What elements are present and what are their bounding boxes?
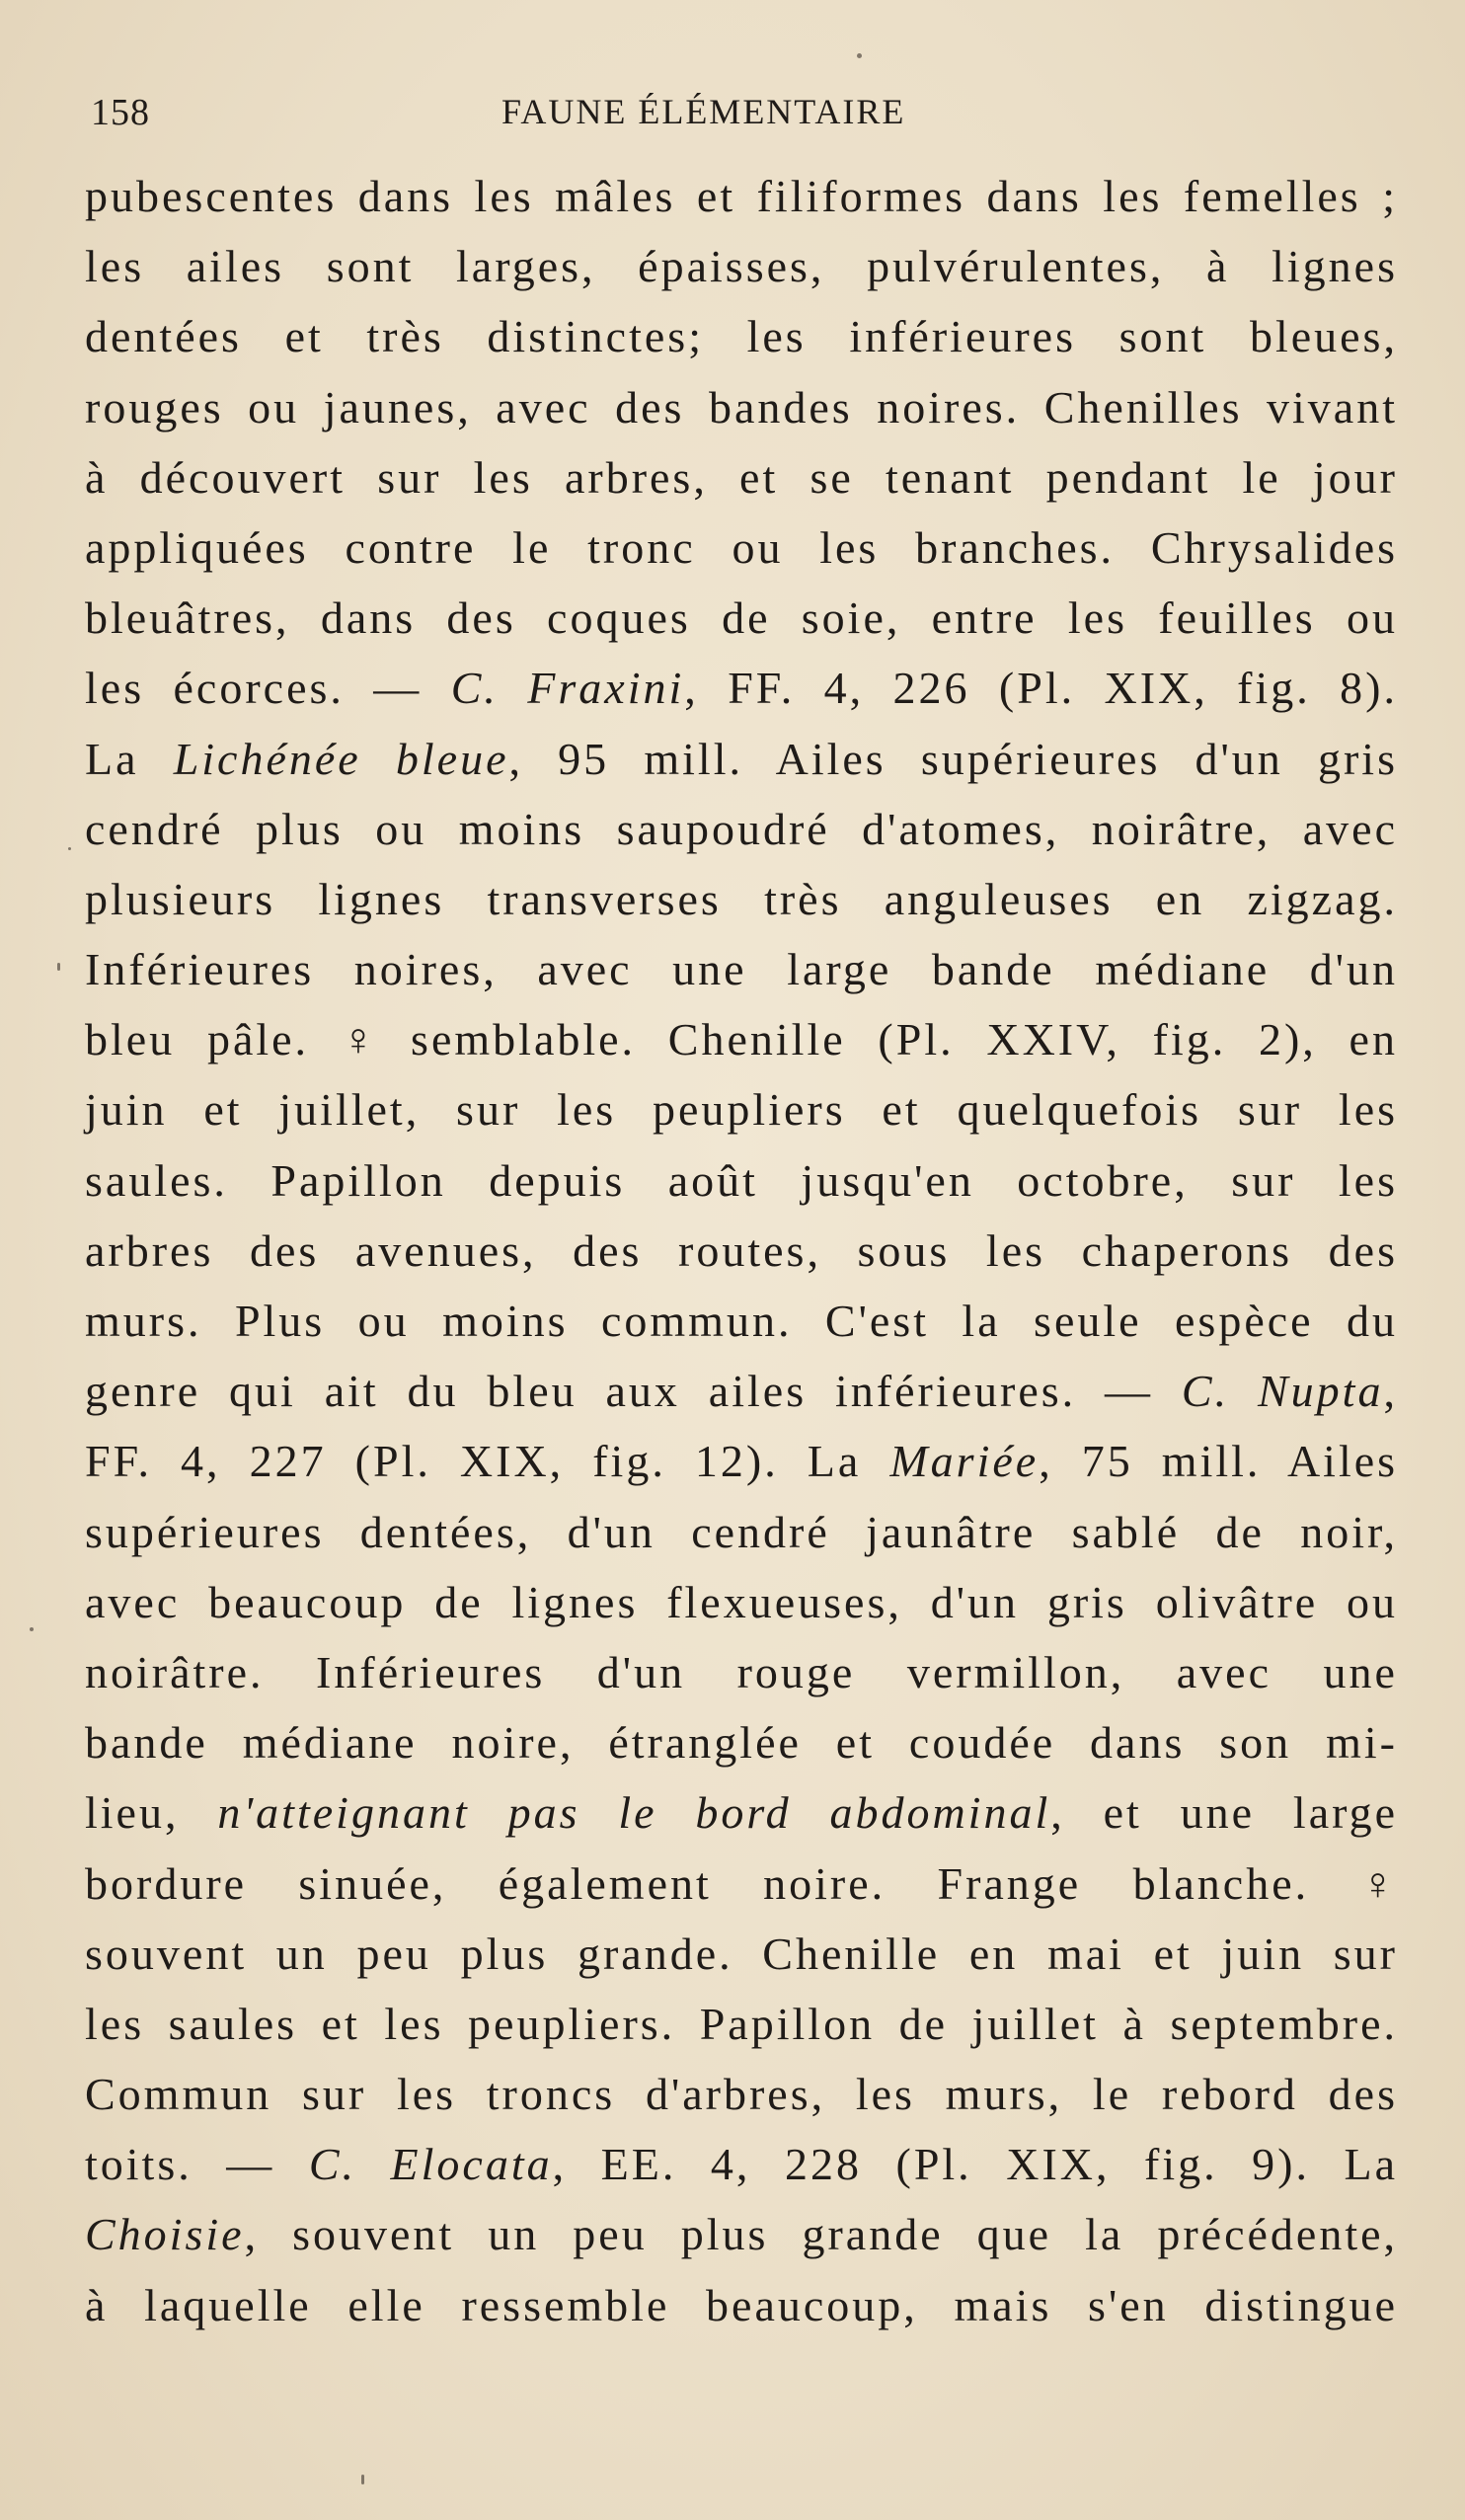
text-run: FF. 4, 227 (Pl. XIX, fig. 12). La (85, 1436, 890, 1487)
text-run: lieu, (85, 1787, 218, 1839)
text-line (85, 1216, 1398, 1286)
text-line (85, 794, 1398, 864)
text-line (85, 442, 1398, 512)
text-line (85, 1989, 1398, 2059)
text-run: , EE. 4, 228 (Pl. XIX, fig. 9). La (552, 2139, 1399, 2190)
text-line (85, 1497, 1398, 1567)
text-line (85, 1286, 1398, 1356)
text-line (85, 1919, 1398, 1989)
text-run: , et une large (1050, 1787, 1399, 1839)
text-run: rouges ou jaunes, avec des bandes noires. Chenilles vivant (85, 381, 1399, 433)
text-line (85, 512, 1398, 583)
text-line (85, 1707, 1398, 1777)
text-run: , FF. 4, 226 (Pl. XIX, fig. 8). (684, 663, 1399, 714)
text-line (85, 2270, 1398, 2340)
ink-speck (57, 963, 60, 971)
text-line (85, 653, 1398, 723)
text-run: murs. Plus ou moins commun. C'est la seule espèce du (85, 1296, 1399, 1346)
page-header (0, 91, 1465, 140)
text-run: supérieures dentées, d'un cendré jaunâtre sablé de noir, (85, 1506, 1398, 1557)
text-line (85, 1004, 1398, 1074)
text-line (85, 1567, 1398, 1637)
text-line (85, 2199, 1398, 2269)
text-line (85, 231, 1398, 301)
text-run: , (1383, 1366, 1398, 1417)
text-line (85, 1356, 1398, 1426)
text-run: à découvert sur les arbres, et se tenant pendant le jour (85, 451, 1398, 503)
text-line (85, 301, 1398, 371)
text-line (85, 2059, 1398, 2129)
ink-speck (30, 1627, 34, 1631)
text-line (85, 372, 1398, 442)
italic-text-run: Lichénée bleue (173, 733, 509, 784)
text-run: à laquelle elle ressemble beaucoup, mais s'en distingue (85, 2279, 1398, 2330)
text-run: arbres des avenues, des routes, sous les chaperons des (85, 1224, 1398, 1276)
text-run: La (85, 733, 174, 784)
italic-text-run: Choisie (85, 2209, 245, 2260)
text-run: pubescentes dans les mâles et filiformes dans les femelles ; (85, 171, 1398, 221)
italic-text-run: n'atteignant pas le bord abdominal (217, 1787, 1051, 1839)
text-run: noirâtre. Inférieures d'un rouge vermillon, avec une (85, 1646, 1398, 1697)
text-run: Commun sur les troncs d'arbres, les murs, le rebord des (85, 2069, 1398, 2120)
text-run: juin et juillet, sur les peupliers et quelquefois sur les (85, 1084, 1399, 1136)
italic-text-run: Mariée (889, 1436, 1040, 1487)
text-run: , souvent un peu plus grande que la précédente, (244, 2209, 1399, 2260)
text-line (85, 1637, 1398, 1707)
text-line (85, 1426, 1398, 1496)
text-run: , 75 mill. Ailes (1039, 1436, 1399, 1487)
text-run: bleu pâle. ♀ semblable. Chenille (Pl. XXIV, fig. 2), en (85, 1014, 1398, 1065)
text-line (85, 864, 1398, 934)
text-line (85, 583, 1398, 653)
italic-text-run: C. Elocata (308, 2139, 553, 2190)
text-line (85, 1777, 1398, 1848)
ink-speck (857, 53, 862, 58)
ink-speck (68, 847, 71, 850)
text-line (85, 934, 1398, 1004)
text-run: , 95 mill. Ailes supérieures d'un gris (508, 733, 1398, 784)
text-run: Inférieures noires, avec une large bande médiane d'un (85, 944, 1399, 995)
text-run: plusieurs lignes transverses très anguleuses en zigzag. (85, 873, 1398, 924)
body-text (85, 161, 1398, 2340)
text-line (85, 724, 1398, 794)
text-run: bleuâtres, dans des coques de soie, entre les feuilles ou (85, 592, 1398, 644)
text-run: genre qui ait du bleu aux ailes inférieures. — (85, 1366, 1182, 1417)
text-run: bande médiane noire, étranglée et coudée dans son mi- (85, 1717, 1398, 1769)
ink-speck (361, 2475, 364, 2484)
text-run: les saules et les peupliers. Papillon de juillet à septembre. (85, 1998, 1398, 2049)
italic-text-run: C. Nupta (1181, 1366, 1384, 1417)
text-run: les écorces. — (85, 663, 451, 714)
text-run: souvent un peu plus grande. Chenille en mai et juin sur (85, 1928, 1398, 1979)
text-run: appliquées contre le tronc ou les branches. Chrysalides (85, 521, 1399, 573)
text-run: saules. Papillon depuis août jusqu'en octobre, sur les (85, 1154, 1398, 1206)
italic-text-run: C. Fraxini (450, 663, 685, 714)
text-run: dentées et très distinctes; les inférieures sont bleues, (85, 311, 1398, 362)
page-number: 158 (91, 92, 150, 133)
text-run: cendré plus ou moins saupoudré d'atomes, noirâtre, avec (85, 803, 1398, 854)
text-run: bordure sinuée, également noire. Frange blanche. ♀ (85, 1857, 1398, 1909)
text-run: avec beaucoup de lignes flexueuses, d'un gris olivâtre ou (85, 1576, 1399, 1627)
text-line (85, 1145, 1398, 1216)
text-run: toits. — (85, 2139, 309, 2190)
text-line (85, 161, 1398, 231)
text-line (85, 1849, 1398, 1919)
text-line (85, 1074, 1398, 1144)
running-title: FAUNE ÉLÉMENTAIRE (501, 92, 906, 131)
text-line (85, 2129, 1398, 2199)
text-run: les ailes sont larges, épaisses, pulvérulentes, à lignes (85, 241, 1398, 292)
